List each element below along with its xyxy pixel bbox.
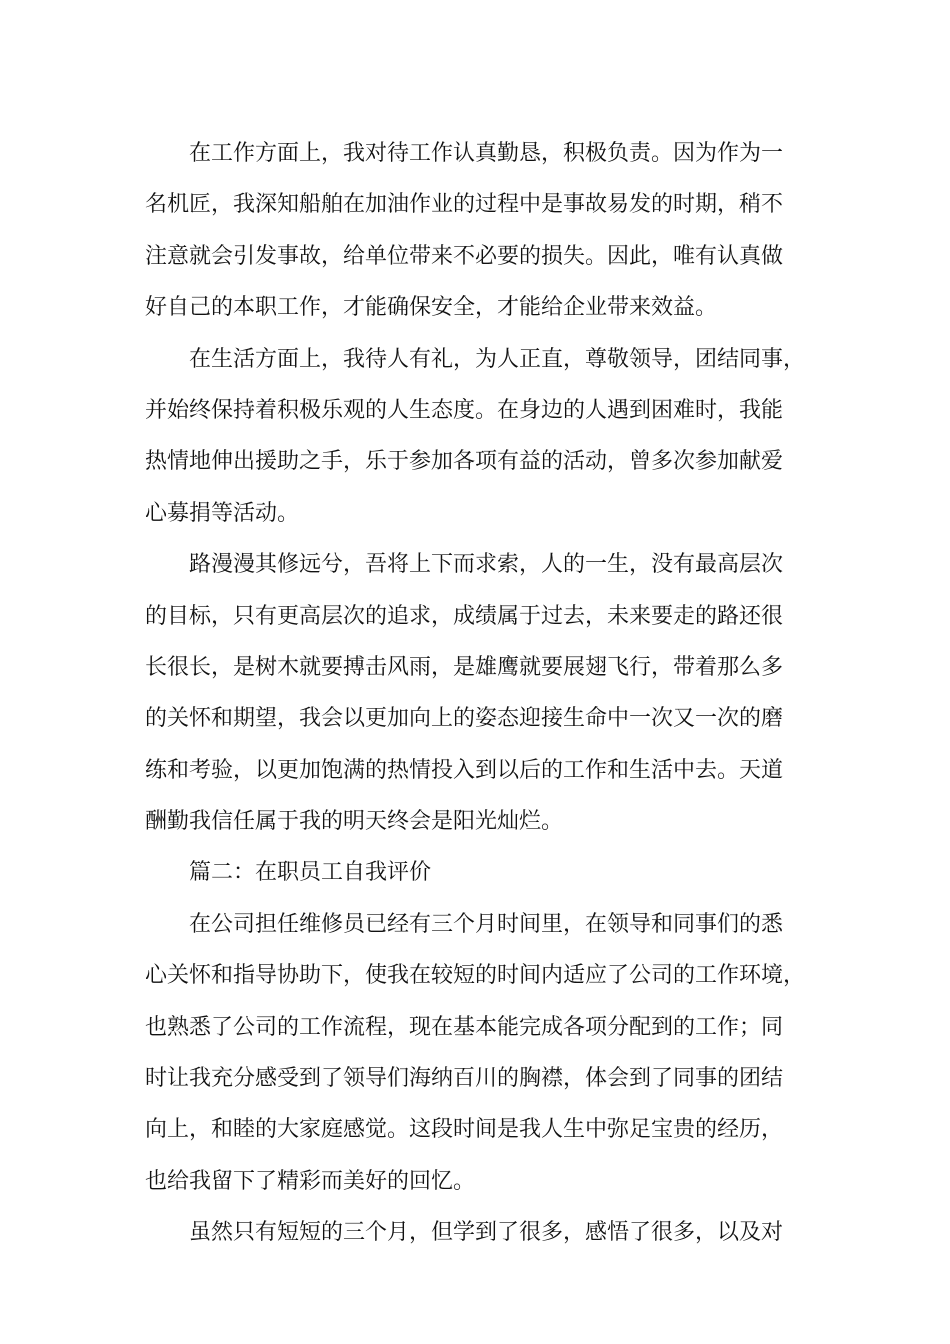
paragraph-three-months bbox=[145, 1207, 825, 1258]
text-line: 在公司担任维修员已经有三个月时间里，在领导和同事们的悉 bbox=[189, 911, 784, 937]
paragraph-future bbox=[145, 539, 825, 847]
text-line: 在工作方面上，我对待工作认真勤恳，积极负责。因为作为一 bbox=[189, 141, 784, 166]
paragraph-company bbox=[145, 899, 825, 1207]
text-line: 路漫漫其修远兮，吾将上下而求索，人的一生，没有最高层次 bbox=[189, 552, 784, 578]
heading-text: 篇二：在职员工自我评价 bbox=[189, 860, 432, 886]
text-line: 心关怀和指导协助下，使我在较短的时间内适应了公司的工作环境， bbox=[145, 963, 806, 989]
paragraph-work bbox=[145, 128, 825, 334]
section-heading bbox=[145, 847, 825, 898]
text-line: 并始终保持着积极乐观的人生态度。在身边的人遇到困难时，我能 bbox=[145, 397, 784, 423]
text-line: 心募捐等活动。 bbox=[145, 500, 300, 526]
text-line: 时让我充分感受到了领导们海纳百川的胸襟，体会到了同事的团结 bbox=[145, 1066, 784, 1092]
document-body bbox=[145, 128, 825, 1259]
text-line: 名机匠，我深知船舶在加油作业的过程中是事故易发的时期，稍不 bbox=[145, 192, 784, 218]
text-line: 向上，和睦的大家庭感觉。这段时间是我人生中弥足宝贵的经历， bbox=[145, 1117, 784, 1143]
text-line: 热情地伸出援助之手，乐于参加各项有益的活动，曾多次参加献爱 bbox=[145, 449, 784, 475]
paragraph-life bbox=[145, 334, 825, 540]
text-line: 练和考验，以更加饱满的热情投入到以后的工作和生活中去。天道 bbox=[145, 757, 784, 783]
text-line: 的目标，只有更高层次的追求，成绩属于过去，未来要走的路还很 bbox=[145, 603, 784, 629]
text-line: 注意就会引发事故，给单位带来不必要的损失。因此，唯有认真做 bbox=[145, 243, 784, 269]
text-line: 在生活方面上，我待人有礼，为人正直，尊敬领导，团结同事， bbox=[189, 346, 806, 372]
text-line: 酬勤我信任属于我的明天终会是阳光灿烂。 bbox=[145, 809, 564, 835]
text-line: 虽然只有短短的三个月，但学到了很多，感悟了很多，以及对 bbox=[189, 1220, 784, 1246]
text-line: 也给我留下了精彩而美好的回忆。 bbox=[145, 1168, 476, 1194]
text-line: 的关怀和期望，我会以更加向上的姿态迎接生命中一次又一次的磨 bbox=[145, 706, 784, 732]
text-line: 好自己的本职工作，才能确保安全，才能给企业带来效益。 bbox=[145, 295, 718, 321]
text-line: 长很长，是树木就要搏击风雨，是雄鹰就要展翅飞行，带着那么多 bbox=[145, 654, 784, 680]
text-line: 也熟悉了公司的工作流程，现在基本能完成各项分配到的工作；同 bbox=[145, 1014, 784, 1040]
